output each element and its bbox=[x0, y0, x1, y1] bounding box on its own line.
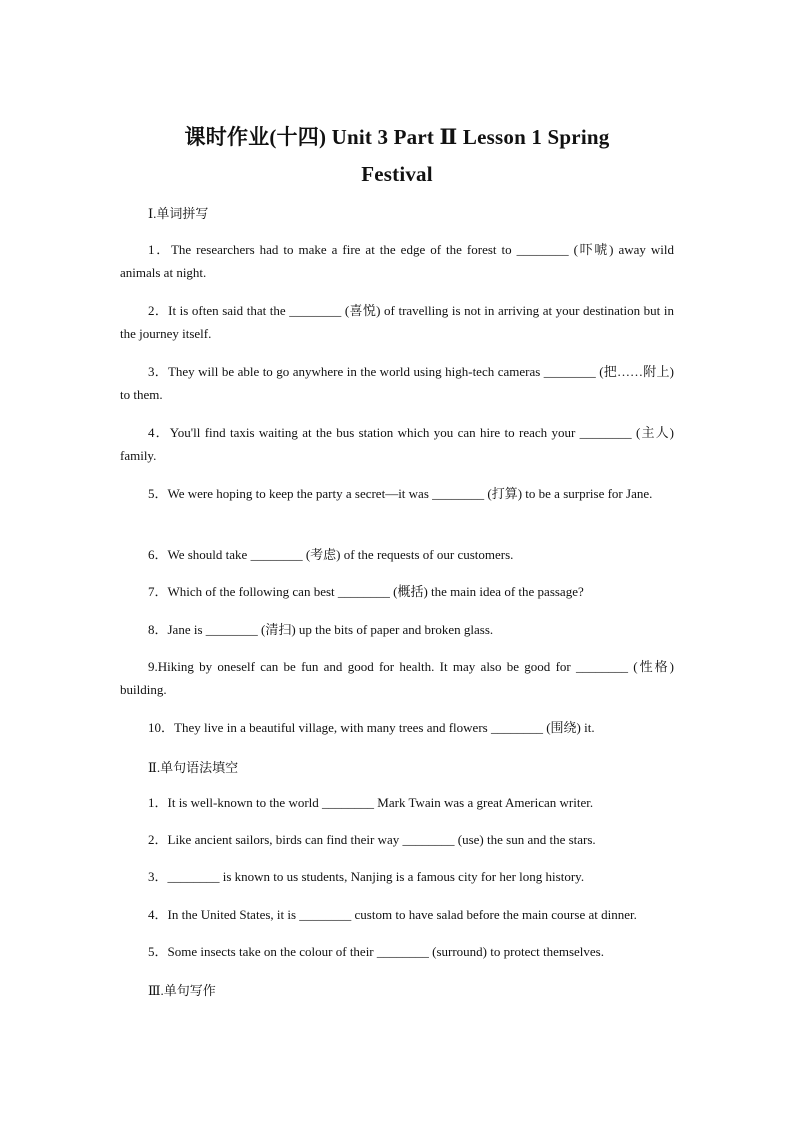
question-item: 2．It is often said that the ________ (喜悦) of travelling is not in arriving at your destination but in the journey itself. bbox=[120, 303, 674, 341]
question-item: 10．They live in a beautiful village, with many trees and flowers ________ (围绕) it. bbox=[148, 720, 595, 735]
question-item: 8．Jane is ________ (清扫) up the bits of paper and broken glass. bbox=[148, 622, 494, 637]
page-title-line-2: Festival bbox=[361, 162, 433, 186]
question-item: 9.Hiking by oneself can be fun and good for health. It may also be good for ________ (性格) building. bbox=[120, 659, 674, 697]
question-item: 1．It is well-known to the world ________ Mark Twain was a great American writer. bbox=[148, 795, 594, 810]
question-item: 6．We should take ________ (考虑) of the requests of our customers. bbox=[148, 547, 514, 562]
question-item: 4．In the United States, it is ________ custom to have salad before the main course at dinner. bbox=[148, 907, 637, 922]
question-item: 3．They will be able to go anywhere in the world using high-tech cameras ________ (把……附上) to them. bbox=[120, 364, 674, 402]
question-item: 3．________ is known to us students, Nanjing is a famous city for her long history. bbox=[148, 869, 585, 884]
question-item: 1．The researchers had to make a fire at the edge of the forest to ________ (吓唬) away wild animals at night. bbox=[120, 242, 674, 280]
question-item: 7．Which of the following can best ________ (概括) the main idea of the passage? bbox=[148, 584, 584, 599]
page-title-line-1: 课时作业(十四) Unit 3 Part Ⅱ Lesson 1 Spring bbox=[184, 125, 610, 149]
question-item: 5．Some insects take on the colour of their ________ (surround) to protect themselves. bbox=[148, 944, 604, 959]
question-item: 4．You'll find taxis waiting at the bus station which you can hire to reach your ________ (主人) family. bbox=[120, 425, 674, 463]
section-heading-grammar: Ⅱ.单句语法填空 bbox=[148, 760, 239, 775]
question-item: 2．Like ancient sailors, birds can find their way ________ (use) the sun and the stars. bbox=[148, 832, 596, 847]
question-item: 5．We were hoping to keep the party a secret—it was ________ (打算) to be a surprise for Jane. bbox=[148, 486, 653, 501]
section-heading-vocabulary: Ⅰ.单词拼写 bbox=[148, 206, 209, 221]
section-heading-writing: Ⅲ.单句写作 bbox=[148, 983, 216, 998]
